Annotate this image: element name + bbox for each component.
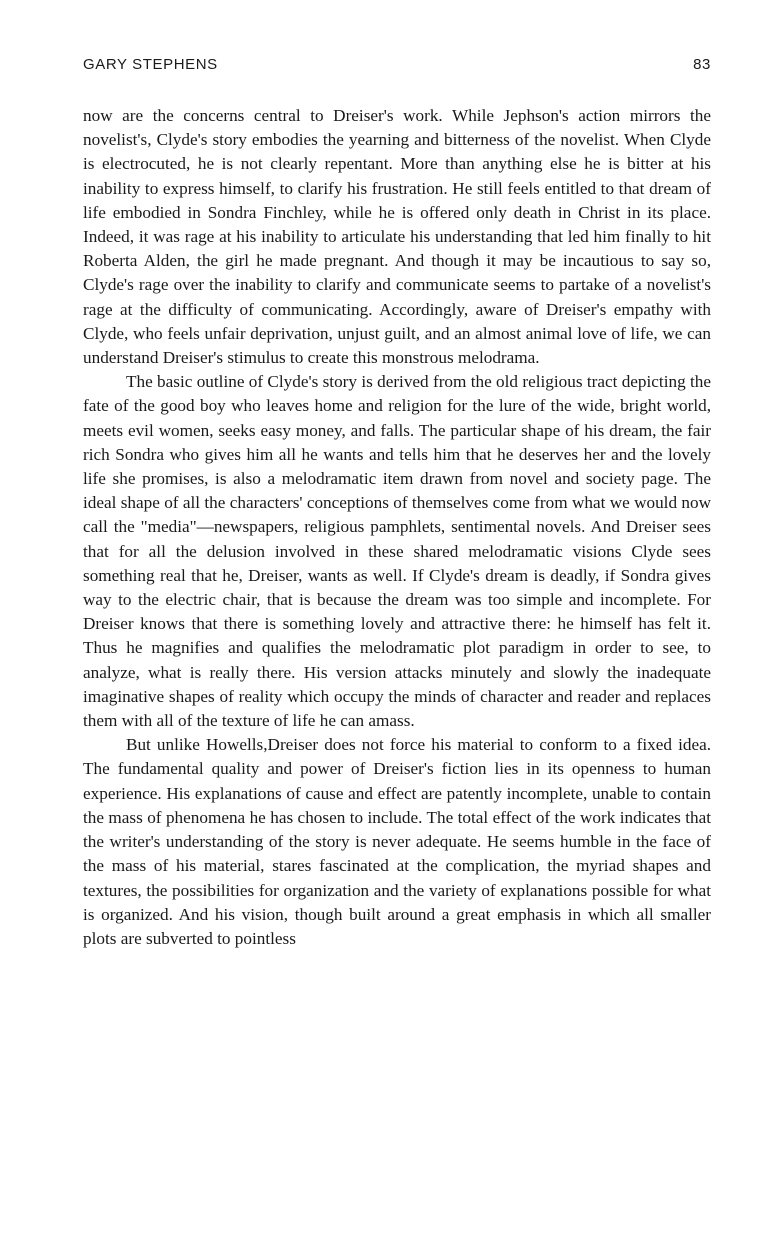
body-text — [83, 104, 711, 951]
running-head-author: GARY STEPHENS — [83, 56, 218, 73]
paragraph-continued: now are the concerns central to Dreiser's work. While Jephson's action mirrors the novelist's, Clyde's story embodies the yearning and bitterness of the novelist. When Clyde is electrocuted, he is not clearly repentant. More than anything else he is bitter at his inability to express himself, to clarify his frustration. He still feels entitled to that dream of life embodied in Sondra Finchley, while he is offered only death in Christ in its place. Indeed, it was rage at his inability to articulate his understanding that led him finally to hit Roberta Alden, the girl he made pregnant. And though it may be incautious to say so, Clyde's rage over the inability to clarify and communicate seems to partake of a novelist's rage at the difficulty of communicating. Accordingly, aware of Dreiser's empathy with Clyde, who feels unfair deprivation, unjust guilt, and an almost animal love of life, we can understand Dreiser's stimulus to create this monstrous melodrama. — [83, 106, 711, 368]
paragraph: The basic outline of Clyde's story is derived from the old religious tract depicting the fate of the good boy who leaves home and religion for the lure of the wide, bright world, meets evil women, seeks easy money, and falls. The particular shape of his dream, the fair rich Sondra who gives him all he wants and tells him that he deserves her and the lovely life she promises, is also a melodramatic item drawn from novel and society page. The ideal shape of all the characters' conceptions of themselves come from what we would now call the "media"—newspapers, religious pamphlets, sentimental novels. And Dreiser sees that for all the delusion involved in these shared melodramatic visions Clyde sees something real that he, Dreiser, wants as well. If Clyde's dream is deadly, if Sondra gives way to the electric chair, that is because the dream was too simple and incomplete. For Dreiser knows that there is something lovely and attractive there: he himself has felt it. Thus he magnifies and qualifies the melodramatic plot paradigm in order to see, to analyze, what is really there. His version attacks minutely and slowly the inadequate imaginative shapes of reality which occupy the minds of character and reader and replaces them with all of the texture of life he can amass. — [83, 372, 711, 731]
running-head — [83, 56, 711, 78]
paragraph: But unlike Howells,Dreiser does not force his material to conform to a fixed idea. The fundamental quality and power of Dreiser's fiction lies in its openness to human experience. His explanations of cause and effect are patently incomplete, unable to contain the mass of phenomena he has chosen to include. The total effect of the work indicates that the writer's understanding of the story is never adequate. He seems humble in the face of the mass of his material, stares fascinated at the complication, the myriad shapes and textures, the possibilities for organization and the variety of explanations possible for what is organized. And his vision, though built around a great emphasis in which all smaller plots are subverted to pointless — [83, 735, 711, 948]
page-number: 83 — [693, 56, 711, 73]
